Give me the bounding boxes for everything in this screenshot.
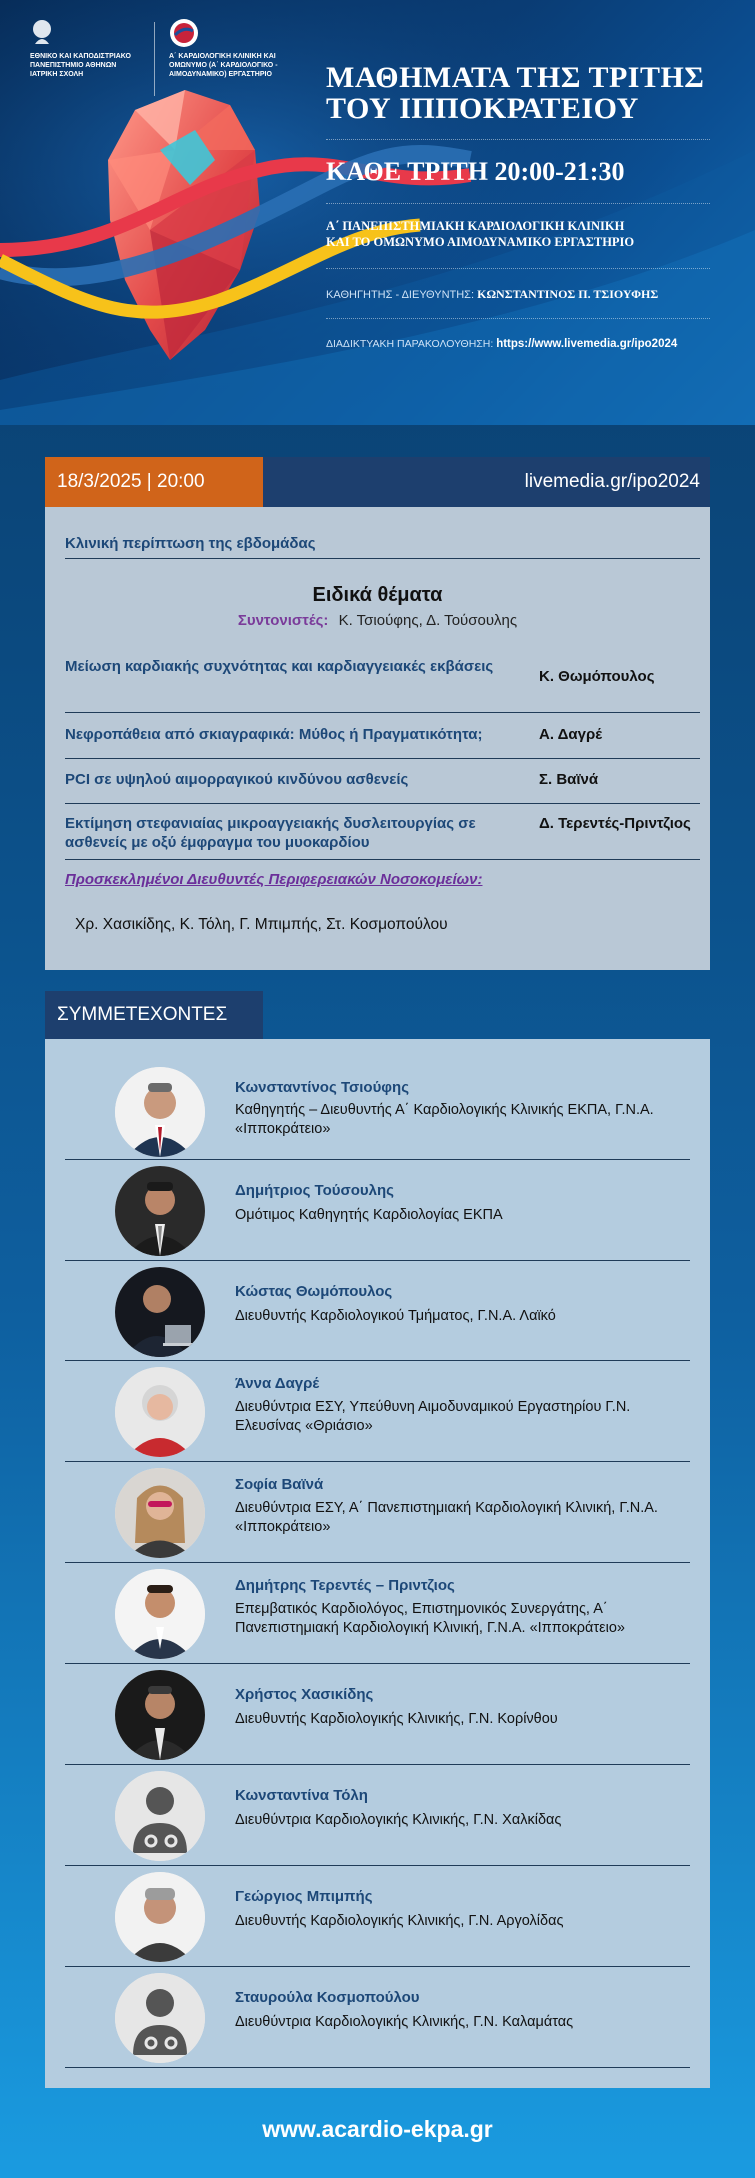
participant-role: Διευθύντρια Καρδιολογικής Κλινικής, Γ.Ν. Χαλκίδας xyxy=(235,1812,562,1828)
participant-name: Άννα Δαγρέ xyxy=(235,1375,320,1392)
participant-name: Δημήτριος Τούσουλης xyxy=(235,1182,394,1199)
divider xyxy=(326,268,710,269)
title-line-2: ΤΟΥ ΙΠΠΟΚΡΑΤΕΙΟΥ xyxy=(326,92,639,125)
doctor-placeholder-icon xyxy=(115,1771,205,1861)
clinic-logo-text: Α΄ ΚΑΡΔΙΟΛΟΓΙΚΗ ΚΛΙΝΙΚΗ ΚΑΙ ΟΜΩΝΥΜΟ (Α΄ ΚΑΡΔΙΟΛΟΓΙΚΟ - ΑΙΜΟΔΥΝΑΜΙΚΟ) ΕΡΓΑΣΤΗΡΙΟ xyxy=(169,53,278,78)
divider xyxy=(326,203,710,204)
talk-row xyxy=(65,759,700,804)
clinic-line-1: Α΄ ΠΑΝΕΠΙΣΤΗΜΙΑΚΗ ΚΑΡΔΙΟΛΟΓΙΚΗ ΚΛΙΝΙΚΗ xyxy=(326,219,625,233)
online-line xyxy=(326,338,677,350)
logo-divider xyxy=(154,22,155,96)
participant-role: Διευθύντρια Καρδιολογικής Κλινικής, Γ.Ν. Καλαμάτας xyxy=(235,2014,574,2030)
participant-name: Δημήτρης Τερεντές – Πριντζιος xyxy=(235,1577,455,1594)
participant-photo xyxy=(115,1670,205,1760)
logos xyxy=(30,18,279,96)
participants-list xyxy=(45,1039,710,2088)
participant-row xyxy=(65,1462,690,1563)
program-card xyxy=(45,507,710,970)
participant-row xyxy=(65,1361,690,1462)
invited-directors-label: Προσκεκλημένοι Διευθυντές Περιφερειακών Νοσοκομείων: xyxy=(65,871,483,888)
participant-name: Γεώργιος Μπιμπής xyxy=(235,1888,373,1905)
clinic-logo xyxy=(169,18,279,79)
participant-name: Κωνσταντίνος Τσιούφης xyxy=(235,1079,410,1096)
university-logo xyxy=(30,18,140,79)
director-label: ΚΑΘΗΓΗΤΗΣ - ΔΙΕΥΘΥΝΤΗΣ: xyxy=(326,289,475,301)
participant-photo xyxy=(115,1067,205,1157)
clinic-line-2: ΚΑΙ ΤΟ ΟΜΩΝΥΜΟ ΑΙΜΟΔΥΝΑΜΙΚΟ ΕΡΓΑΣΤΗΡΙΟ xyxy=(326,235,635,249)
talk-speaker: Α. Δαγρέ xyxy=(539,726,603,743)
hero-banner xyxy=(0,0,755,425)
participant-row xyxy=(65,1967,690,2068)
participant-row xyxy=(65,1563,690,1664)
talk-speaker: Κ. Θωμόπουλος xyxy=(539,668,655,685)
participant-role: Διευθυντής Καρδιολογικής Κλινικής, Γ.Ν. Αργολίδας xyxy=(235,1913,564,1929)
talk-row xyxy=(65,804,700,860)
participant-role: Επεμβατικός Καρδιολόγος, Επιστημονικός Συνεργάτης, Α΄ Πανεπιστημιακή Καρδιολογική Κλινική, Γ.Ν.Α. «Ιπποκράτειο» xyxy=(235,1601,625,1636)
director-line xyxy=(326,287,658,302)
participant-photo xyxy=(115,1468,205,1558)
coordinators-label: Συντονιστές: xyxy=(237,612,329,629)
participant-row xyxy=(65,1064,690,1160)
participant-name: Χρήστος Χασικίδης xyxy=(235,1686,374,1703)
participant-name: Κωνσταντίνα Τόλη xyxy=(235,1787,368,1804)
talk-title: Νεφροπάθεια από σκιαγραφικά: Μύθος ή Πραγματικότητα; xyxy=(65,726,483,743)
talk-title: Μείωση καρδιακής συχνότητας και καρδιαγγειακές εκβάσεις xyxy=(65,658,494,675)
clinic-name xyxy=(326,218,726,250)
divider xyxy=(326,318,710,319)
participant-photo xyxy=(115,1872,205,1962)
coordinators-names: Κ. Τσιούφης, Δ. Τούσουλης xyxy=(338,612,518,629)
invited-directors-names: Χρ. Χασικίδης, Κ. Τόλη, Γ. Μπιμπής, Στ. Κοσμοπούλου xyxy=(75,916,448,933)
case-of-week-label: Κλινική περίπτωση της εβδομάδας xyxy=(65,535,700,559)
schedule-text: ΚΑΘΕ ΤΡΙΤΗ 20:00-21:30 xyxy=(326,157,625,186)
participant-photo xyxy=(115,1267,205,1357)
participant-photo xyxy=(115,1367,205,1457)
participant-role: Ομότιμος Καθηγητής Καρδιολογίας ΕΚΠΑ xyxy=(235,1207,503,1223)
participant-row xyxy=(65,1866,690,1967)
participant-row xyxy=(65,1160,690,1261)
participant-name: Σοφία Βαϊνά xyxy=(235,1476,324,1493)
participant-photo xyxy=(115,1569,205,1659)
livemedia-link[interactable]: livemedia.gr/ipo2024 xyxy=(524,471,700,492)
talk-speaker: Δ. Τερεντές-Πριντζιος xyxy=(539,815,691,832)
talk-title: Εκτίμηση στεφανιαίας μικροαγγειακής δυσλειτουργίας σε ασθενείς με οξύ έμφραγμα του μυοκαρδίου xyxy=(65,815,476,851)
director-name: ΚΩΝΣΤΑΝΤΙΝΟΣ Π. ΤΣΙΟΥΦΗΣ xyxy=(477,287,659,301)
talk-row xyxy=(65,650,700,713)
participant-role: Καθηγητής – Διευθυντής Α΄ Καρδιολογικής Κλινικής ΕΚΠΑ, Γ.Ν.Α. «Ιπποκράτειο» xyxy=(235,1102,654,1137)
participant-row xyxy=(65,1261,690,1361)
page-title xyxy=(326,62,736,124)
participant-row xyxy=(65,1765,690,1866)
talk-speaker: Σ. Βαϊνά xyxy=(539,771,599,788)
participant-role: Διευθυντής Καρδιολογικής Κλινικής, Γ.Ν. Κορίνθου xyxy=(235,1711,558,1727)
talk-title: PCI σε υψηλού αιμορραγικού κινδύνου ασθενείς xyxy=(65,771,409,788)
participant-role: Διευθύντρια ΕΣΥ, Α΄ Πανεπιστημιακή Καρδιολογική Κλινική, Γ.Ν.Α. «Ιπποκράτειο» xyxy=(235,1500,658,1535)
online-url-link[interactable]: https://www.livemedia.gr/ipo2024 xyxy=(496,338,678,350)
section-title: Ειδικά θέματα xyxy=(312,584,443,606)
coordinators xyxy=(45,612,710,629)
university-logo-text: ΕΘΝΙΚΟ ΚΑΙ ΚΑΠΟΔΙΣΤΡΙΑΚΟ ΠΑΝΕΠΙΣΤΗΜΙΟ ΑΘΗΝΩΝ ΙΑΤΡΙΚΗ ΣΧΟΛΗ xyxy=(30,53,131,78)
participant-role: Διευθύντρια ΕΣΥ, Υπεύθυνη Αιμοδυναμικού Εργαστηρίου Γ.Ν. Ελευσίνας «Θριάσιο» xyxy=(235,1399,631,1434)
date-bar xyxy=(45,457,710,507)
talk-row xyxy=(65,713,700,759)
website-link[interactable]: www.acardio-ekpa.gr xyxy=(262,2116,493,2142)
event-date: 18/3/2025 | 20:00 xyxy=(45,457,263,507)
participants-header: ΣΥΜΜΕΤΕΧΟΝΤΕΣ xyxy=(45,991,263,1039)
participant-photo xyxy=(115,1166,205,1256)
athena-head-icon xyxy=(30,18,54,48)
participant-name: Σταυρούλα Κοσμοπούλου xyxy=(235,1989,420,2006)
participant-row xyxy=(65,1664,690,1765)
divider xyxy=(326,139,710,140)
participant-role: Διευθυντής Καρδιολογικού Τμήματος, Γ.Ν.Α. Λαϊκό xyxy=(235,1308,556,1324)
title-line-1: ΜΑΘΗΜΑΤΑ ΤΗΣ ΤΡΙΤΗΣ xyxy=(326,61,705,94)
doctor-placeholder-icon xyxy=(115,1973,205,2063)
participant-name: Κώστας Θωμόπουλος xyxy=(235,1283,393,1300)
clinic-emblem-icon xyxy=(169,18,199,48)
online-label: ΔΙΑΔΙΚΤΥΑΚΗ ΠΑΡΑΚΟΛΟΥΘΗΣΗ: xyxy=(326,338,494,350)
